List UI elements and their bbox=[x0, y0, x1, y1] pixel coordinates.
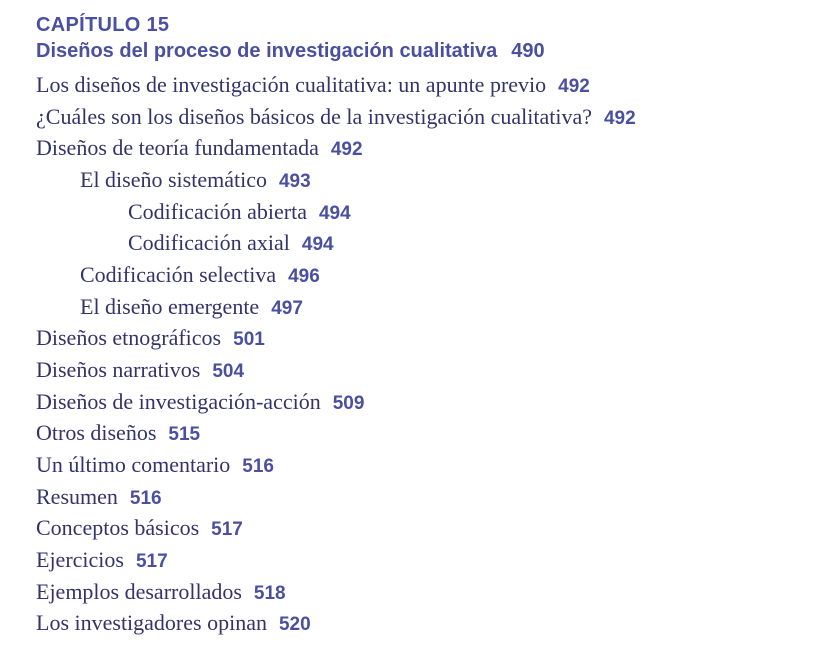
toc-entry[interactable] bbox=[128, 196, 828, 228]
toc-entry-label: Codificación abierta bbox=[128, 198, 307, 224]
toc-entry[interactable] bbox=[36, 132, 828, 164]
toc-entry-page-number: 493 bbox=[278, 171, 311, 193]
toc-entry-label: Los investigadores opinan bbox=[36, 610, 267, 636]
toc-entry-label: Diseños de teoría fundamentada bbox=[36, 135, 319, 161]
toc-entry-page-number: 516 bbox=[129, 487, 162, 509]
toc-entry-page-number: 516 bbox=[242, 456, 274, 478]
toc-entry-label: Codificación selectiva bbox=[80, 262, 277, 288]
toc-entry-label: El diseño emergente bbox=[80, 293, 260, 319]
toc-entry-label: Otros diseños bbox=[36, 420, 157, 446]
toc-entry-label: Resumen bbox=[36, 483, 118, 509]
chapter-title-row[interactable] bbox=[36, 40, 828, 63]
toc-entry-page-number: 517 bbox=[135, 551, 168, 573]
toc-entry-label: El diseño sistemático bbox=[80, 167, 267, 193]
toc-entry[interactable] bbox=[36, 354, 828, 386]
toc-entry[interactable] bbox=[36, 544, 828, 576]
toc-entry-label: Los diseños de investigación cualitativa: un apunte previo bbox=[36, 72, 547, 97]
toc-entry-label: Codificación axial bbox=[128, 230, 290, 256]
toc-entry-page-number: 501 bbox=[233, 329, 265, 351]
chapter-label: CAPÍTULO 15 bbox=[36, 14, 170, 36]
toc-entry-page-number: 492 bbox=[603, 107, 636, 129]
toc-entry[interactable] bbox=[36, 417, 828, 449]
chapter-title-text: Diseños del proceso de investigación cualitativa bbox=[36, 40, 498, 62]
toc-entry-label: ¿Cuáles son los diseños básicos de la investigación cualitativa? bbox=[36, 103, 592, 129]
toc-entry[interactable] bbox=[36, 607, 828, 639]
toc-entry-page-number: 497 bbox=[271, 297, 303, 319]
toc-entry-label: Un último comentario bbox=[36, 452, 231, 478]
toc-entry-page-number: 517 bbox=[211, 519, 243, 541]
toc-entry[interactable] bbox=[36, 481, 828, 513]
toc-entry-page-number: 515 bbox=[168, 424, 201, 446]
toc-entry-page-number: 518 bbox=[253, 582, 286, 604]
toc-entry[interactable] bbox=[36, 576, 828, 608]
chapter-page-number: 490 bbox=[511, 40, 545, 62]
toc-entry-label: Diseños narrativos bbox=[36, 357, 201, 383]
toc-entry[interactable] bbox=[128, 227, 828, 259]
toc-entry-label: Ejercicios bbox=[36, 547, 124, 573]
toc-entry-label: Diseños de investigación-acción bbox=[36, 388, 321, 414]
toc-entry-label: Diseños etnográficos bbox=[36, 325, 222, 351]
toc-entry-label: Ejemplos desarrollados bbox=[36, 578, 242, 604]
toc-entry-page-number: 492 bbox=[558, 76, 590, 97]
toc-entry-page-number: 520 bbox=[278, 614, 311, 636]
toc-entry[interactable] bbox=[36, 322, 828, 354]
toc-entry[interactable] bbox=[80, 291, 828, 323]
toc-entry-page-number: 509 bbox=[332, 392, 365, 414]
toc-entry[interactable] bbox=[36, 101, 828, 133]
toc-entry[interactable] bbox=[80, 164, 828, 196]
toc-entry-list bbox=[36, 69, 828, 639]
toc-entry-page-number: 494 bbox=[318, 202, 351, 224]
toc-entry-label: Conceptos básicos bbox=[36, 515, 200, 541]
toc-entry[interactable] bbox=[36, 512, 828, 544]
toc-entry[interactable] bbox=[36, 449, 828, 481]
toc-entry-page-number: 504 bbox=[212, 361, 245, 383]
toc-entry[interactable] bbox=[80, 259, 828, 291]
toc-entry-page-number: 496 bbox=[288, 266, 320, 288]
toc-entry[interactable] bbox=[36, 69, 828, 101]
toc-entry-page-number: 494 bbox=[301, 234, 334, 256]
toc-entry-page-number: 492 bbox=[330, 139, 363, 161]
toc-entry[interactable] bbox=[36, 386, 828, 418]
